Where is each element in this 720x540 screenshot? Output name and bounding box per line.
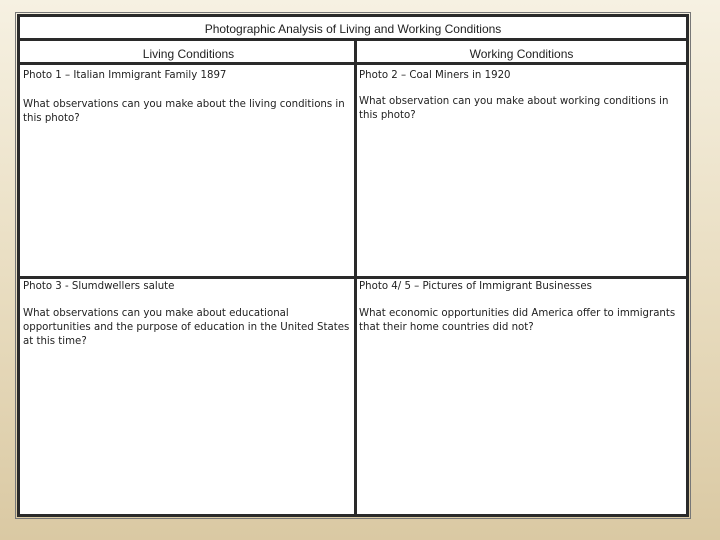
- cell-photo-3: [23, 280, 353, 349]
- worksheet-title: Photographic Analysis of Living and Working Conditions: [20, 17, 686, 41]
- cell-photo-1: [23, 69, 353, 126]
- cell-photo-4-5: [359, 280, 687, 335]
- photo-1-question: What observations can you make about the living conditions in this photo?: [23, 99, 345, 124]
- photo-4-5-label: Photo 4/ 5 – Pictures of Immigrant Businesses: [359, 281, 592, 292]
- photo-2-question: What observation can you make about working conditions in this photo?: [359, 96, 669, 121]
- row-divider: [20, 276, 686, 279]
- photo-1-label: Photo 1 – Italian Immigrant Family 1897: [23, 70, 227, 81]
- photo-4-5-question: What economic opportunities did America offer to immigrants that their home countries did not?: [359, 308, 676, 333]
- cell-photo-2: [359, 69, 684, 123]
- photo-2-label: Photo 2 – Coal Miners in 1920: [359, 70, 511, 81]
- column-header-working: Working Conditions: [357, 43, 686, 65]
- photo-3-label: Photo 3 - Slumdwellers salute: [23, 281, 175, 292]
- column-header-living: Living Conditions: [20, 43, 357, 65]
- photo-3-question: What observations can you make about educational opportunities and the purpose of education in the United States at this time?: [23, 308, 350, 347]
- worksheet-table: [17, 14, 689, 517]
